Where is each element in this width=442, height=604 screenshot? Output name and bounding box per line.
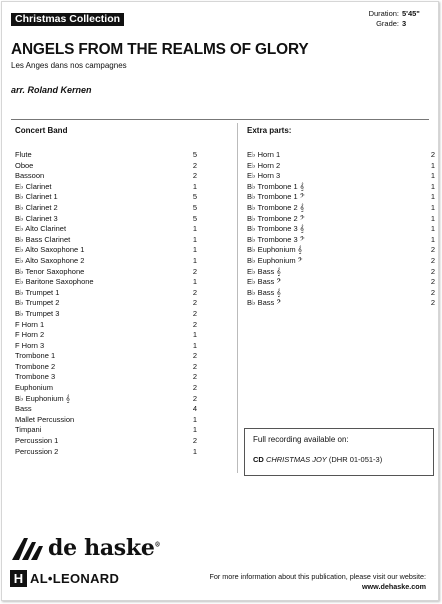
part-name: Bass	[15, 404, 32, 414]
part-name: F Horn 1	[15, 319, 45, 329]
part-name: B♭ Euphonium 𝄞	[15, 393, 71, 403]
extra-part-row	[247, 203, 435, 214]
part-quantity: 1	[430, 213, 435, 223]
extra-part-row	[247, 224, 435, 235]
part-quantity: 2	[430, 245, 435, 255]
part-quantity: 2	[430, 277, 435, 287]
part-quantity: 2	[192, 160, 197, 170]
part-quantity: 2	[430, 298, 435, 308]
de-haske-wordmark: de haske®	[48, 535, 161, 561]
recording-box	[244, 428, 434, 476]
part-quantity: 2	[430, 150, 435, 159]
part-quantity: 1	[430, 171, 435, 181]
part-name: Trombone 2	[15, 361, 56, 371]
concert-band-part-row	[15, 235, 197, 246]
concert-band-part-row	[15, 192, 197, 203]
part-name: B♭ Trumpet 2	[15, 298, 60, 308]
grade-value: 3	[402, 18, 407, 28]
section-divider	[11, 119, 429, 120]
part-quantity: 1	[192, 224, 197, 234]
part-name: E♭ Alto Clarinet	[15, 224, 67, 234]
part-name: B♭ Clarinet 3	[15, 213, 58, 223]
concert-band-part-row	[15, 330, 197, 341]
part-name: E♭ Clarinet	[15, 181, 52, 191]
hal-leonard-wordmark: AL•LEONARD	[30, 571, 120, 586]
concert-band-part-row	[15, 182, 197, 193]
part-quantity: 2	[192, 298, 197, 308]
part-quantity: 2	[192, 372, 197, 382]
part-name: B♭ Bass 𝄞	[247, 287, 281, 297]
part-quantity: 1	[192, 245, 197, 255]
concert-band-part-row	[15, 256, 197, 267]
extra-part-row	[247, 288, 435, 299]
part-quantity: 1	[192, 446, 197, 456]
extra-part-row	[247, 150, 435, 161]
column-divider	[237, 123, 238, 473]
concert-band-part-row	[15, 298, 197, 309]
part-quantity: 2	[192, 171, 197, 181]
part-name: Euphonium	[15, 383, 53, 393]
part-name: B♭ Euphonium 𝄞	[247, 245, 303, 255]
part-quantity: 2	[430, 255, 435, 265]
part-name: B♭ Euphonium 𝄢	[247, 255, 303, 265]
part-name: Trombone 3	[15, 372, 56, 382]
part-name: B♭ Trumpet 1	[15, 287, 60, 297]
part-name: B♭ Trombone 2 𝄞	[247, 202, 305, 212]
part-quantity: 1	[192, 277, 197, 287]
part-name: E♭ Alto Saxophone 2	[15, 255, 85, 265]
concert-band-part-row	[15, 362, 197, 373]
part-quantity: 1	[430, 224, 435, 234]
part-name: Bassoon	[15, 171, 45, 181]
part-quantity: 5	[192, 213, 197, 223]
concert-band-part-row	[15, 309, 197, 320]
part-name: Percussion 2	[15, 446, 59, 456]
part-name: B♭ Clarinet 1	[15, 192, 58, 202]
duration-label: Duration:	[368, 9, 399, 18]
part-name: B♭ Bass Clarinet	[15, 234, 71, 244]
part-quantity: 1	[192, 234, 197, 244]
part-quantity: 2	[192, 436, 197, 446]
part-name: E♭ Horn 1	[247, 150, 281, 159]
extra-parts-list	[247, 150, 435, 309]
part-name: B♭ Trumpet 3	[15, 308, 60, 318]
cd-title: CHRISTMAS JOY	[265, 455, 327, 464]
concert-band-parts-list	[15, 150, 197, 457]
part-name: E♭ Horn 2	[247, 160, 281, 170]
concert-band-part-row	[15, 447, 197, 458]
concert-band-part-row	[15, 372, 197, 383]
extra-part-row	[247, 214, 435, 225]
series-label: Christmas Collection	[11, 13, 124, 26]
concert-band-part-row	[15, 150, 197, 161]
extra-part-row	[247, 235, 435, 246]
part-quantity: 2	[192, 266, 197, 276]
grade-label: Grade:	[376, 18, 399, 28]
part-quantity: 2	[192, 393, 197, 403]
extra-part-row	[247, 161, 435, 172]
concert-band-part-row	[15, 404, 197, 415]
concert-band-part-row	[15, 161, 197, 172]
part-name: B♭ Clarinet 2	[15, 202, 58, 212]
concert-band-part-row	[15, 320, 197, 331]
concert-band-part-row	[15, 224, 197, 235]
extra-part-row	[247, 277, 435, 288]
arranger-credit: arr. Roland Kernen	[11, 85, 92, 95]
footer-text: For more information about this publication, please visit our website:	[209, 572, 426, 581]
part-quantity: 1	[192, 255, 197, 265]
concert-band-part-row	[15, 203, 197, 214]
hal-leonard-initial: H	[10, 570, 27, 587]
part-quantity: 2	[192, 351, 197, 361]
extra-part-row	[247, 192, 435, 203]
concert-band-part-row	[15, 394, 197, 405]
extra-part-row	[247, 245, 435, 256]
part-name: Oboe	[15, 160, 34, 170]
extra-part-row	[247, 256, 435, 267]
concert-band-part-row	[15, 267, 197, 278]
part-quantity: 1	[192, 425, 197, 435]
de-haske-logo	[10, 534, 160, 562]
part-name: E♭ Alto Saxophone 1	[15, 245, 85, 255]
concert-band-part-row	[15, 383, 197, 394]
extra-parts-heading: Extra parts:	[247, 126, 292, 135]
part-quantity: 5	[192, 192, 197, 202]
part-name: B♭ Trombone 1 𝄞	[247, 181, 305, 191]
part-name: Timpani	[15, 425, 42, 435]
concert-band-part-row	[15, 425, 197, 436]
extra-part-row	[247, 298, 435, 309]
part-quantity: 1	[192, 181, 197, 191]
part-name: Flute	[15, 150, 32, 159]
concert-band-part-row	[15, 171, 197, 182]
part-quantity: 1	[430, 202, 435, 212]
part-name: B♭ Trombone 2 𝄢	[247, 213, 305, 223]
part-quantity: 1	[430, 192, 435, 202]
part-name: B♭ Tenor Saxophone	[15, 266, 85, 276]
part-quantity: 2	[192, 287, 197, 297]
part-name: E♭ Bass 𝄢	[247, 277, 282, 287]
concert-band-part-row	[15, 436, 197, 447]
part-quantity: 5	[192, 202, 197, 212]
part-quantity: 5	[192, 150, 197, 159]
part-name: Trombone 1	[15, 351, 56, 361]
part-quantity: 2	[192, 308, 197, 318]
footer-info	[209, 572, 426, 592]
part-name: F Horn 3	[15, 340, 45, 350]
part-quantity: 2	[192, 361, 197, 371]
score-cover-page	[1, 1, 439, 601]
extra-parts-column	[247, 126, 435, 309]
extra-part-row	[247, 171, 435, 182]
part-quantity: 1	[430, 234, 435, 244]
part-name: B♭ Trombone 3 𝄢	[247, 234, 305, 244]
extra-part-row	[247, 182, 435, 193]
part-quantity: 1	[192, 414, 197, 424]
cd-code: (DHR 01-051-3)	[328, 455, 383, 464]
part-name: Mallet Percussion	[15, 414, 75, 424]
concert-band-part-row	[15, 351, 197, 362]
part-name: B♭ Trombone 1 𝄢	[247, 192, 305, 202]
recording-cd-line	[253, 455, 425, 464]
part-quantity: 1	[192, 330, 197, 340]
part-quantity: 2	[430, 287, 435, 297]
part-quantity: 1	[430, 160, 435, 170]
part-quantity: 2	[430, 266, 435, 276]
duration-grade-info	[369, 9, 424, 28]
part-name: B♭ Trombone 3 𝄞	[247, 224, 305, 234]
part-name: E♭ Baritone Saxophone	[15, 277, 94, 287]
concert-band-part-row	[15, 277, 197, 288]
part-name: Percussion 1	[15, 436, 59, 446]
part-name: B♭ Bass 𝄢	[247, 298, 282, 308]
part-quantity: 1	[192, 340, 197, 350]
cd-prefix: CD	[253, 455, 264, 464]
recording-label: Full recording available on:	[253, 435, 349, 444]
part-quantity: 1	[430, 181, 435, 191]
piece-title: ANGELS FROM THE REALMS OF GLORY	[11, 41, 309, 58]
part-quantity: 2	[192, 319, 197, 329]
concert-band-part-row	[15, 288, 197, 299]
website-link[interactable]: www.dehaske.com	[361, 582, 426, 591]
concert-band-part-row	[15, 341, 197, 352]
concert-band-part-row	[15, 214, 197, 225]
extra-part-row	[247, 267, 435, 278]
hal-leonard-logo	[10, 570, 119, 587]
part-quantity: 2	[192, 383, 197, 393]
part-name: F Horn 2	[15, 330, 45, 340]
duration-value: 5'45"	[402, 9, 420, 18]
part-name: E♭ Horn 3	[247, 171, 281, 181]
concert-band-part-row	[15, 245, 197, 256]
part-name: E♭ Bass 𝄞	[247, 266, 281, 276]
piece-subtitle: Les Anges dans nos campagnes	[11, 61, 127, 70]
concert-band-part-row	[15, 415, 197, 426]
concert-band-column	[15, 126, 197, 457]
part-quantity: 4	[192, 404, 197, 414]
concert-band-heading: Concert Band	[15, 126, 68, 135]
de-haske-emblem-icon	[10, 534, 46, 562]
